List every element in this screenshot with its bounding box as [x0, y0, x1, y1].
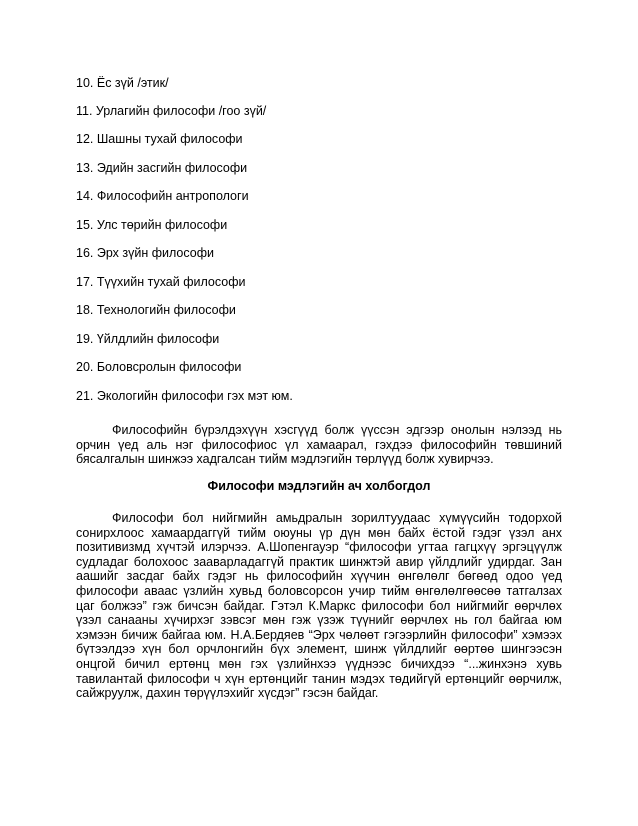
section-heading: Философи мэдлэгийн ач холбогдол	[207, 479, 431, 493]
list-item: 13. Эдийн засгийн философи	[76, 161, 248, 175]
body-paragraph: Философи бол нийгмийн амьдралын зорилтуудаас хүмүүсийн тодорхой сонирхлоос хамаардаггүй тийм оюуны үр дүн мөн байх ёстой гэдэг үзэл анх позитивизмд хүчтэй илэрчээ. А.Шопенгауэр “философи угтаа гагцхүү эргэцүүлж судладаг болохоос зааварладаггүй практик шинжтэй авир үйлдлийг удирдаг. Зан аашийг засдаг байх гэдэг нь философийн хүүчин өнгөлөлг бөгөөд одоо үед философи аваас үзлийн хувьд боловсорсон учир тийм өнгөлөлгөөсөө татгалзах цаг болжээ” гэж бичсэн байдаг. Гэтэл К.Маркс философи бол нийгмийг өөрчлөх үзэл санааны хүчирхэг зэвсэг мөн гэж үзэж түүнийг өөрчлөх нь гол байгаа юм хэмээн бичиж байгаа юм. Н.А.Бердяев “Эрх чөлөөт гэгээрлийн философи” хэмээх бүтээлдээ хүн бол орчлонгийн бүх элемент, шинж үйлдлийг өөртөө шингээсэн онцгой бичил ертөнц мөн гэх үзлийнхээ үүднээс бичихдээ “...жинхэнэ хувь тавилантай философи ч хүн ертөнцийг танин мэдэх төдийгүй ертөнцийг өөрчилж, сайжруулж, дахин төрүүлэхийг хүсдэг” гэсэн байдаг.	[76, 511, 562, 701]
list-item: 14. Философийн антропологи	[76, 189, 249, 203]
list-item: 19. Үйлдлийн философи	[76, 332, 220, 346]
list-item: 20. Боловсролын философи	[76, 360, 242, 374]
list-item: 12. Шашны тухай философи	[76, 132, 243, 146]
intro-paragraph: Философийн бүрэлдэхүүн хэсгүүд болж үүссэн эдгээр онолын нэлээд нь орчин үед аль нэг философиос үл хамаарал, гэхдээ философийн төвшиний бясалгалын шинжээ хадгалсан тийм мэдлэгийн төрлүүд болж хувирчээ.	[76, 423, 562, 467]
list-item: 15. Улс төрийн философи	[76, 218, 228, 232]
list-item: 10. Ёс зүй /этик/	[76, 76, 169, 90]
list-item: 11. Урлагийн философи /гоо зүй/	[76, 104, 267, 118]
list-item: 17. Түүхийн тухай философи	[76, 275, 246, 289]
list-item: 21. Экологийн философи гэх мэт юм.	[76, 389, 293, 403]
list-item: 18. Технологийн философи	[76, 303, 236, 317]
list-item: 16. Эрх зүйн философи	[76, 246, 214, 260]
